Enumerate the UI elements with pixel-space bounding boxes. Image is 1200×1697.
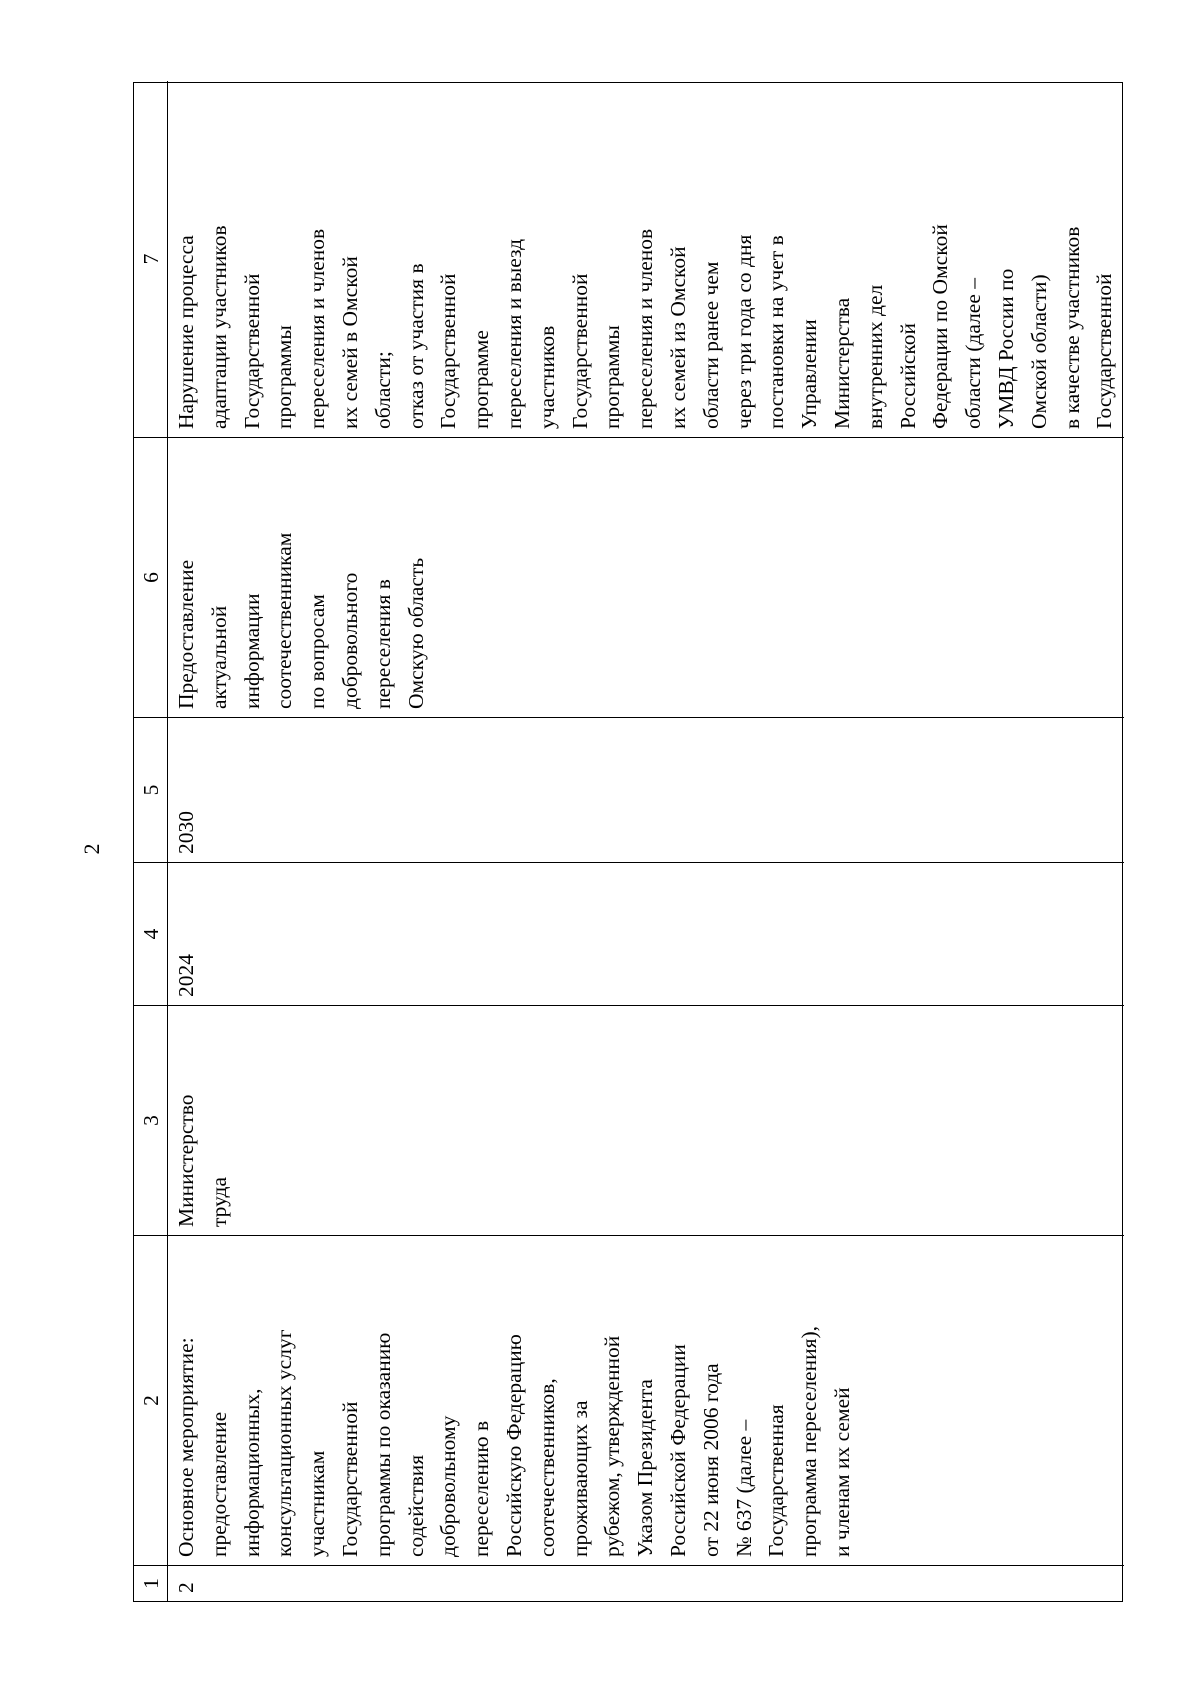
header-col-2: 2 <box>134 1235 168 1565</box>
cell-text-line: области; <box>370 351 395 429</box>
cell-text-line: Государственная <box>764 1404 789 1557</box>
cell-text-line: программа переселения), <box>797 1325 822 1557</box>
cell-text-line: в качестве участников <box>1059 226 1084 429</box>
page-number: 2 <box>79 843 104 855</box>
header-col-1: 1 <box>134 1565 168 1601</box>
cell-text-line: труда <box>206 1176 231 1227</box>
cell-text-line: программы <box>272 325 297 429</box>
cell-text-line: проживающих за <box>567 1400 592 1557</box>
cell-text-line: программе <box>469 330 494 429</box>
cell-text-line: Министерства <box>829 297 854 429</box>
cell-text-line: внутренних дел <box>862 284 887 429</box>
cell-text-line: их семей в Омской <box>337 256 362 429</box>
cell-text-line: переселения и выезд <box>501 238 526 429</box>
cell-text-line: адаптации участников <box>206 225 231 429</box>
cell-text-line: постановки на учет в <box>764 235 789 429</box>
cell-text-line: консультационных услуг <box>272 1329 297 1557</box>
cell-text-line: Государственной <box>1092 273 1117 429</box>
cell-text-line: области (далее – <box>961 277 986 429</box>
cell-text-line: области ранее чем <box>698 261 723 429</box>
cell-text-line: Государственной <box>337 1401 362 1557</box>
cell-text-line: переселения в <box>370 579 395 709</box>
cell-text-line: Предоставление <box>174 559 198 709</box>
cell-text-line: Министерство <box>174 1094 198 1227</box>
executor-cell <box>168 1005 1124 1235</box>
cell-text-line: Российской <box>895 323 920 429</box>
cell-text-line: отказ от участия в <box>403 263 428 429</box>
cell-text-line: Управлении <box>797 319 822 429</box>
row-number-cell: 2 <box>168 1565 1124 1601</box>
measures-table <box>133 82 1123 1602</box>
cell-text-line: актуальной <box>206 605 231 709</box>
cell-text-line: Основное мероприятие: <box>174 1337 198 1557</box>
cell-text-line: Омской области) <box>1026 274 1051 429</box>
cell-text-line: информационных, <box>239 1388 264 1557</box>
cell-text-line: и членам их семей <box>829 1387 854 1557</box>
cell-text-line: через три года со дня <box>731 234 756 429</box>
cell-text-line: переселению в <box>469 1420 494 1557</box>
header-col-3: 3 <box>134 1005 168 1235</box>
cell-text-line: от 22 июня 2006 года <box>698 1363 723 1557</box>
cell-text-line: соотечественникам <box>272 532 297 709</box>
cell-text-line: Государственной <box>239 273 264 429</box>
cell-text-line: Федерации по Омской <box>928 224 953 429</box>
cell-text-line: Государственной <box>436 273 461 429</box>
cell-text-line: Омскую область <box>403 557 428 709</box>
cell-text-line: участников <box>534 325 559 429</box>
cell-text-line: Нарушение процесса <box>174 235 198 429</box>
end-year-cell: 2030 <box>168 717 1124 862</box>
cell-text-line: участникам <box>305 1450 330 1557</box>
cell-text-line: предоставление <box>206 1411 231 1557</box>
cell-text-line: информации <box>239 593 264 709</box>
cell-text-line: Российскую Федерацию <box>501 1334 526 1557</box>
cell-text-line: Государственной <box>567 273 592 429</box>
cell-text-line: рубежом, утвержденной <box>600 1335 625 1557</box>
cell-text-line: содействия <box>403 1454 428 1557</box>
cell-text-line: добровольного <box>337 572 362 709</box>
cell-text-line: УМВД России по <box>993 268 1018 429</box>
expected-result-cell <box>168 437 1124 717</box>
header-col-7: 7 <box>134 81 168 437</box>
cell-text-line: программы <box>600 325 625 429</box>
cell-text-line: по вопросам <box>305 594 330 709</box>
cell-text-line: переселения и членов <box>305 228 330 429</box>
cell-text-line: Российской Федерации <box>665 1344 690 1557</box>
measure-name-cell <box>168 1235 1124 1565</box>
cell-text-line: их семей из Омской <box>665 246 690 429</box>
header-col-4: 4 <box>134 862 168 1005</box>
cell-text-line: добровольному <box>436 1415 461 1557</box>
cell-text-line: программы по оказанию <box>370 1332 395 1557</box>
start-year-cell: 2024 <box>168 862 1124 1005</box>
cell-text-line: № 637 (далее – <box>731 1419 756 1557</box>
cell-text-line: переселения и членов <box>633 228 658 429</box>
header-col-5: 5 <box>134 717 168 862</box>
cell-text-line: соотечественников, <box>534 1378 559 1557</box>
header-col-6: 6 <box>134 437 168 717</box>
cell-text-line: Указом Президента <box>633 1379 658 1557</box>
consequences-cell <box>168 81 1124 437</box>
